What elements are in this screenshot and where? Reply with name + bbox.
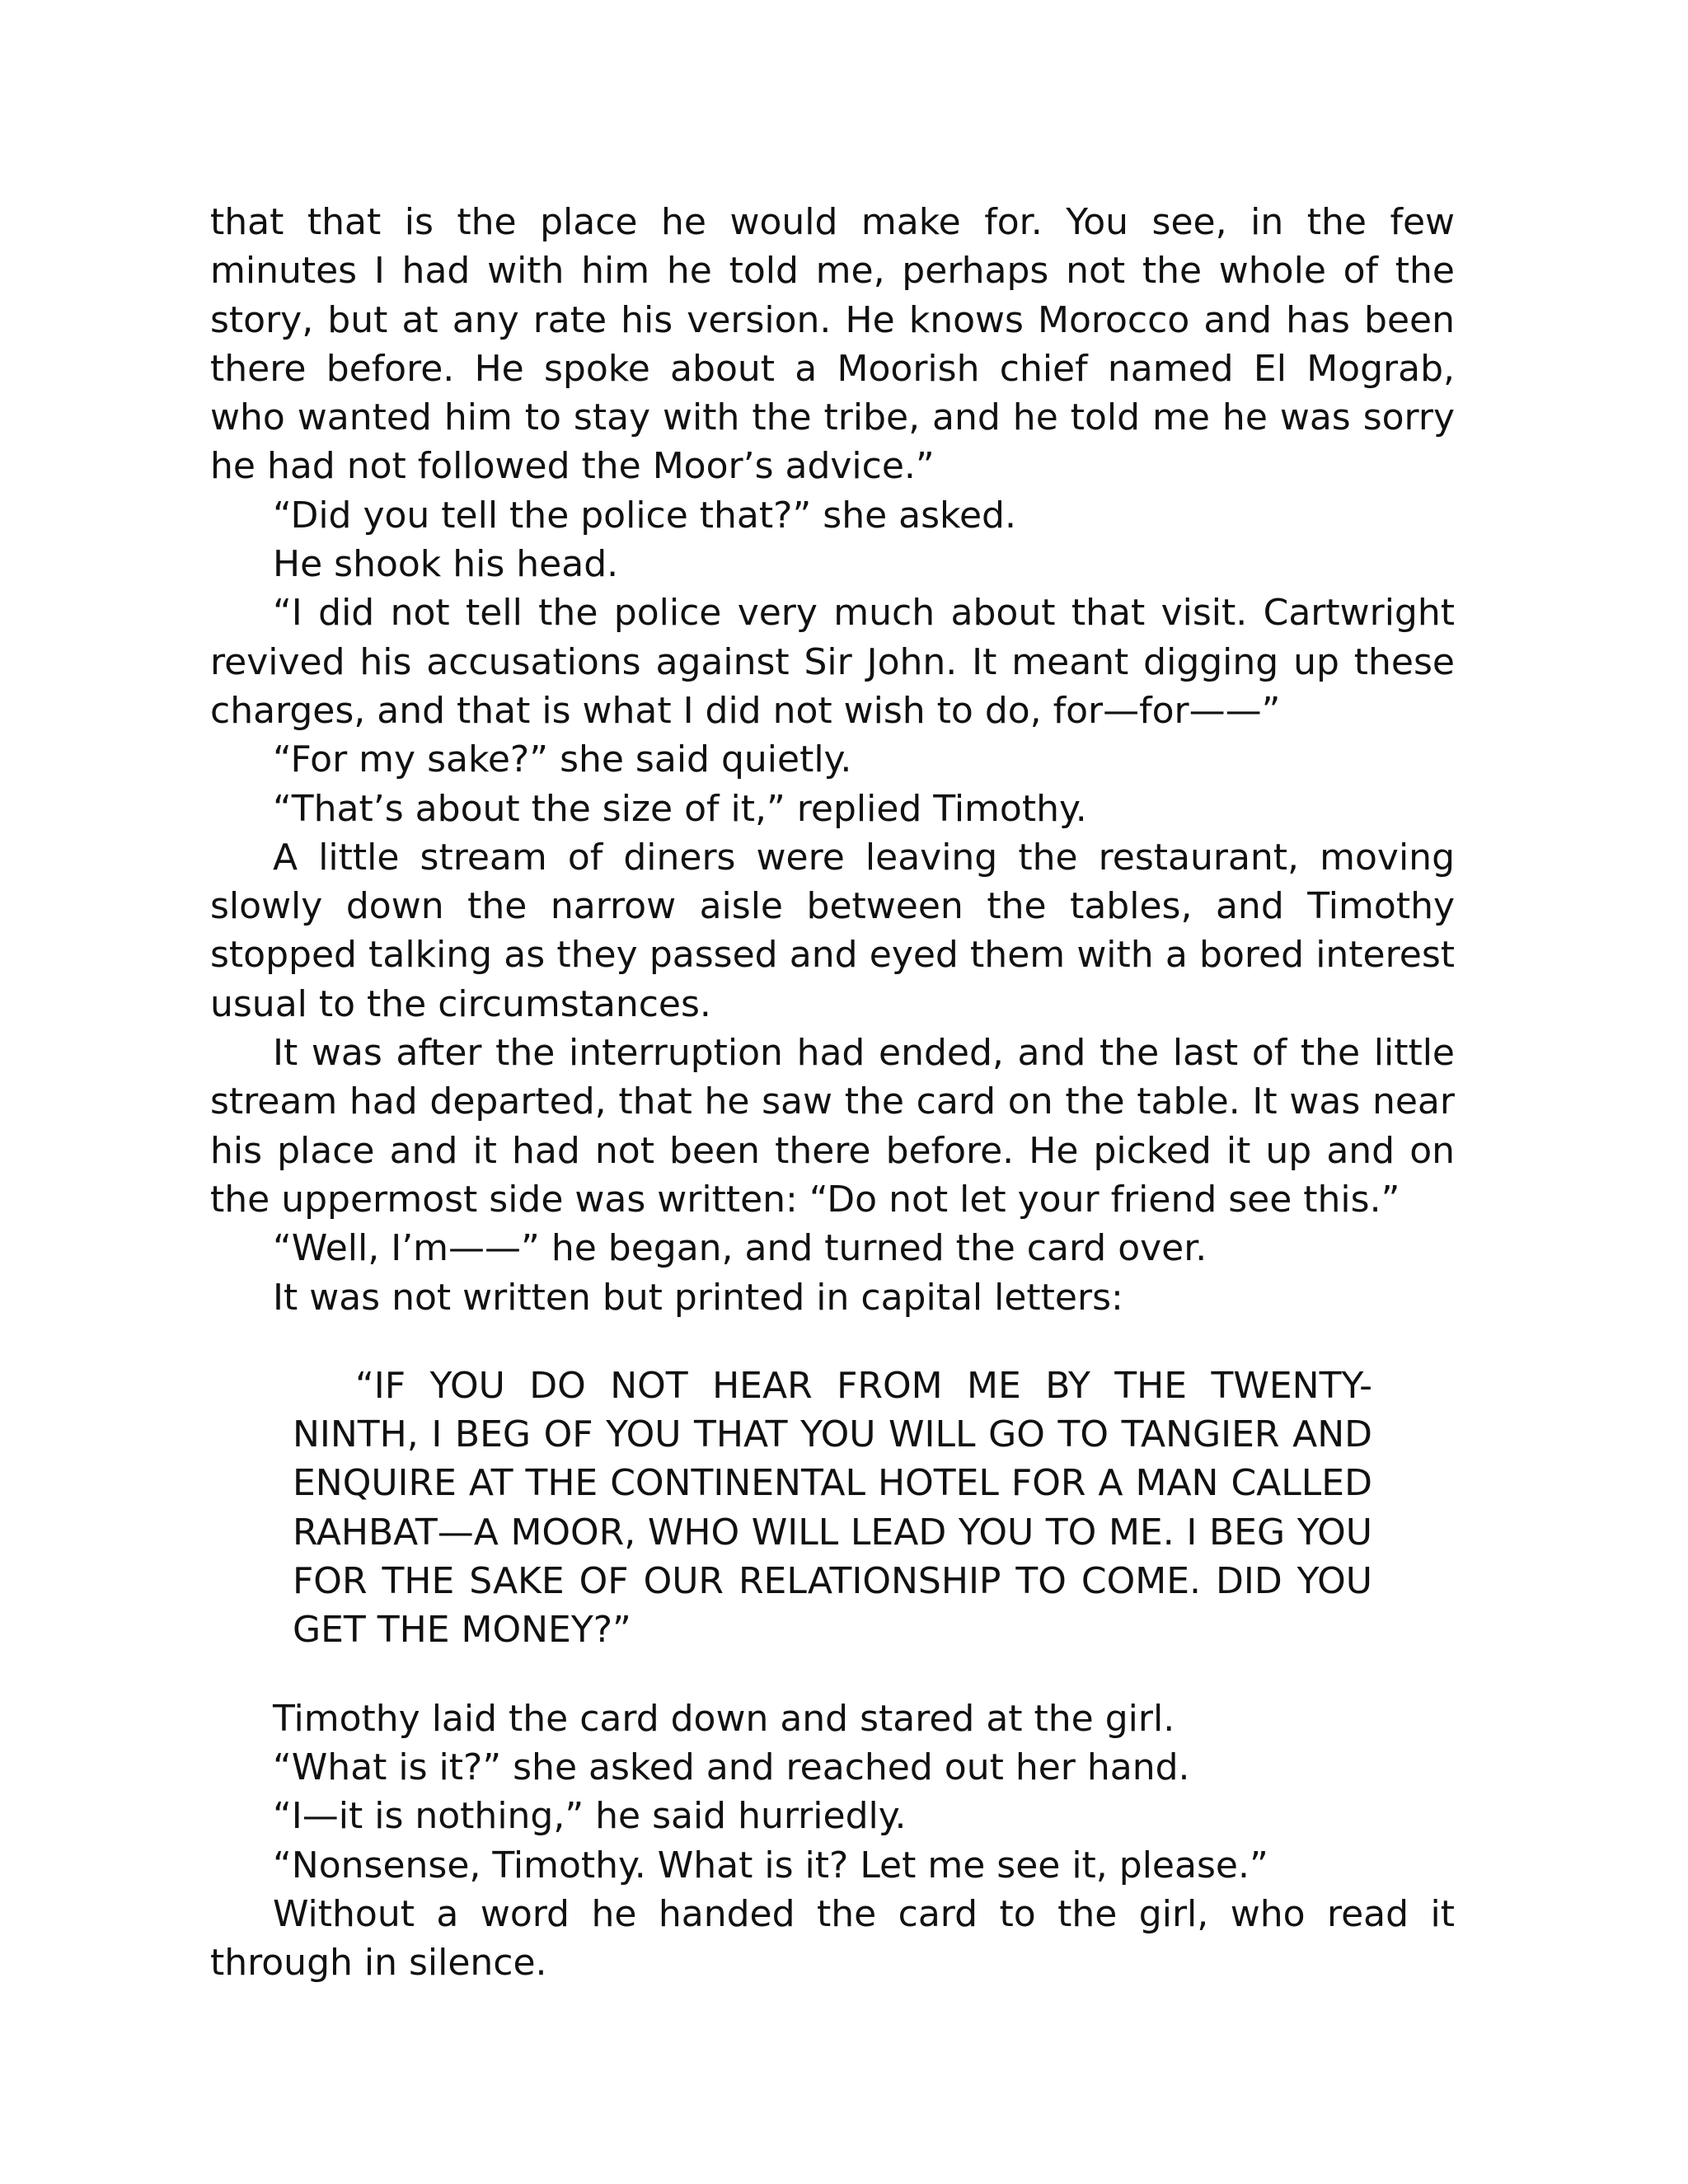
paragraph: “Did you tell the police that?” she asked. [273,494,1016,537]
paragraph: “I—it is nothing,” he said hurriedly. [273,1795,907,1838]
paragraph: It was after the interruption had ended, and the last of the little stream had departed, that he saw the card on the table. It was near his place and it had not been there before. He picked it up and on the uppermost side was written: “Do not let your friend see this.” [210,1032,1455,1221]
card-quote-block [293,1361,1372,1655]
paragraph: “For my sake?” she said quietly. [273,738,852,781]
paragraph: “What is it?” she asked and reached out her hand. [273,1746,1190,1788]
paragraph: “Nonsense, Timothy. What is it? Let me see it, please.” [273,1844,1268,1886]
paragraph: “I did not tell the police very much about that visit. Cartwright revived his accusations against Sir John. It meant digging up these charges, and that is what I did not wish to do, for—for——” [210,592,1455,732]
paragraph: A little stream of diners were leaving the restaurant, moving slowly down the narrow aisle between the tables, and Timothy stopped talking as they passed and eyed them with a bored interest usual to the circumstances. [210,836,1455,1025]
page-body-text [210,198,1455,1987]
paragraph: Without a word he handed the card to the girl, who read it through in silence. [210,1892,1455,1985]
paragraph: He shook his head. [273,543,619,586]
paragraph: that that is the place he would make for. You see, in the few minutes I had with him he told me, perhaps not the whole of the story, but at any rate his version. He knows Morocco and has been there before. He spoke about a Moorish chief named El Mograb, who wanted him to stay with the tribe, and he told me he was sorry he had not followed the Moor’s advice.” [210,201,1455,488]
paragraph: “That’s about the size of it,” replied Timothy. [273,787,1087,830]
paragraph: “Well, I’m——” he began, and turned the card over. [273,1227,1207,1270]
paragraph: Timothy laid the card down and stared at the girl. [273,1697,1175,1740]
paragraph: It was not written but printed in capital letters: [273,1276,1123,1319]
card-quote-text: “IF YOU DO NOT HEAR FROM ME BY THE TWENTY-NINTH, I BEG OF YOU THAT YOU WILL GO TO TANGIER AND ENQUIRE AT THE CONTINENTAL HOTEL FOR A MAN CALLED RAHBAT—A MOOR, WHO WILL LEAD YOU TO ME. I BEG YOU FOR THE SAKE OF OUR RELATIONSHIP TO COME. DID YOU GET THE MONEY?” [293,1364,1372,1652]
